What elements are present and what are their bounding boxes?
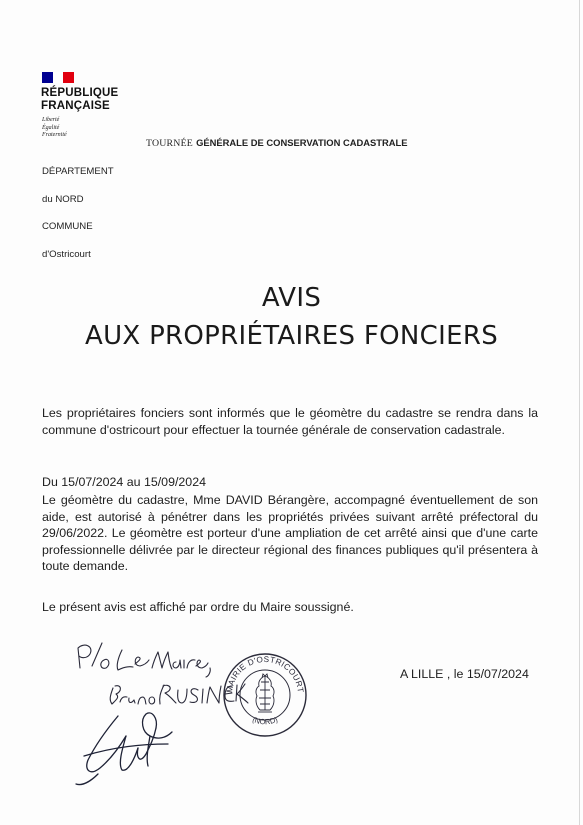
commune-value: d'Ostricourt <box>42 249 91 260</box>
posting-line: Le présent avis est affiché par ordre du Maire soussigné. <box>42 600 354 614</box>
place-date: A LILLE , le 15/07/2024 <box>400 667 529 681</box>
seal-text-top: MAIRIE D'OSTRICOURT <box>224 654 305 694</box>
seal-text-bottom: (NORD) <box>251 714 279 727</box>
period-line: Du 15/07/2024 au 15/09/2024 <box>42 475 206 489</box>
intro-paragraph: Les propriétaires fonciers sont informés que le géomètre du cadastre se rendra dans la commune d'ostricourt pour effectuer la tournée générale de conservation cadastrale. <box>42 406 538 437</box>
svg-text:(NORD) <box>251 715 279 727</box>
department-value: du NORD <box>42 194 84 205</box>
notice-subtitle: AUX PROPRIÉTAIRES FONCIERS <box>84 321 498 351</box>
motto-fraternite: Fraternité <box>42 132 67 138</box>
motto-liberte: Liberté <box>42 117 60 123</box>
department-label: DÉPARTEMENT <box>42 166 114 177</box>
motto-egalite: Égalité <box>42 124 60 131</box>
details-paragraph: Le géomètre du cadastre, Mme DAVID Bérangère, accompagné éventuellement de son aide, est autorisé à pénétrer dans les propriétés privées suivant arrêté préfectoral du 29/06/2022. Le géomètre est porteur d'une ampliation de cet arrêté ainsi que d'une carte professionnelle délivrée par le directeur régional des finances publiques qu'il présentera à toute demande. <box>42 493 538 573</box>
republic-line1: RÉPUBLIQUE <box>41 87 119 99</box>
republic-line2: FRANÇAISE <box>41 100 110 112</box>
commune-label: COMMUNE <box>42 221 93 232</box>
header-title-part2: GÉNÉRALE DE CONSERVATION CADASTRALE <box>196 137 408 148</box>
header-title-part1: TOURNÉE <box>146 138 193 149</box>
notice-title: AVIS <box>261 283 322 313</box>
mairie-seal-stamp <box>222 652 308 738</box>
